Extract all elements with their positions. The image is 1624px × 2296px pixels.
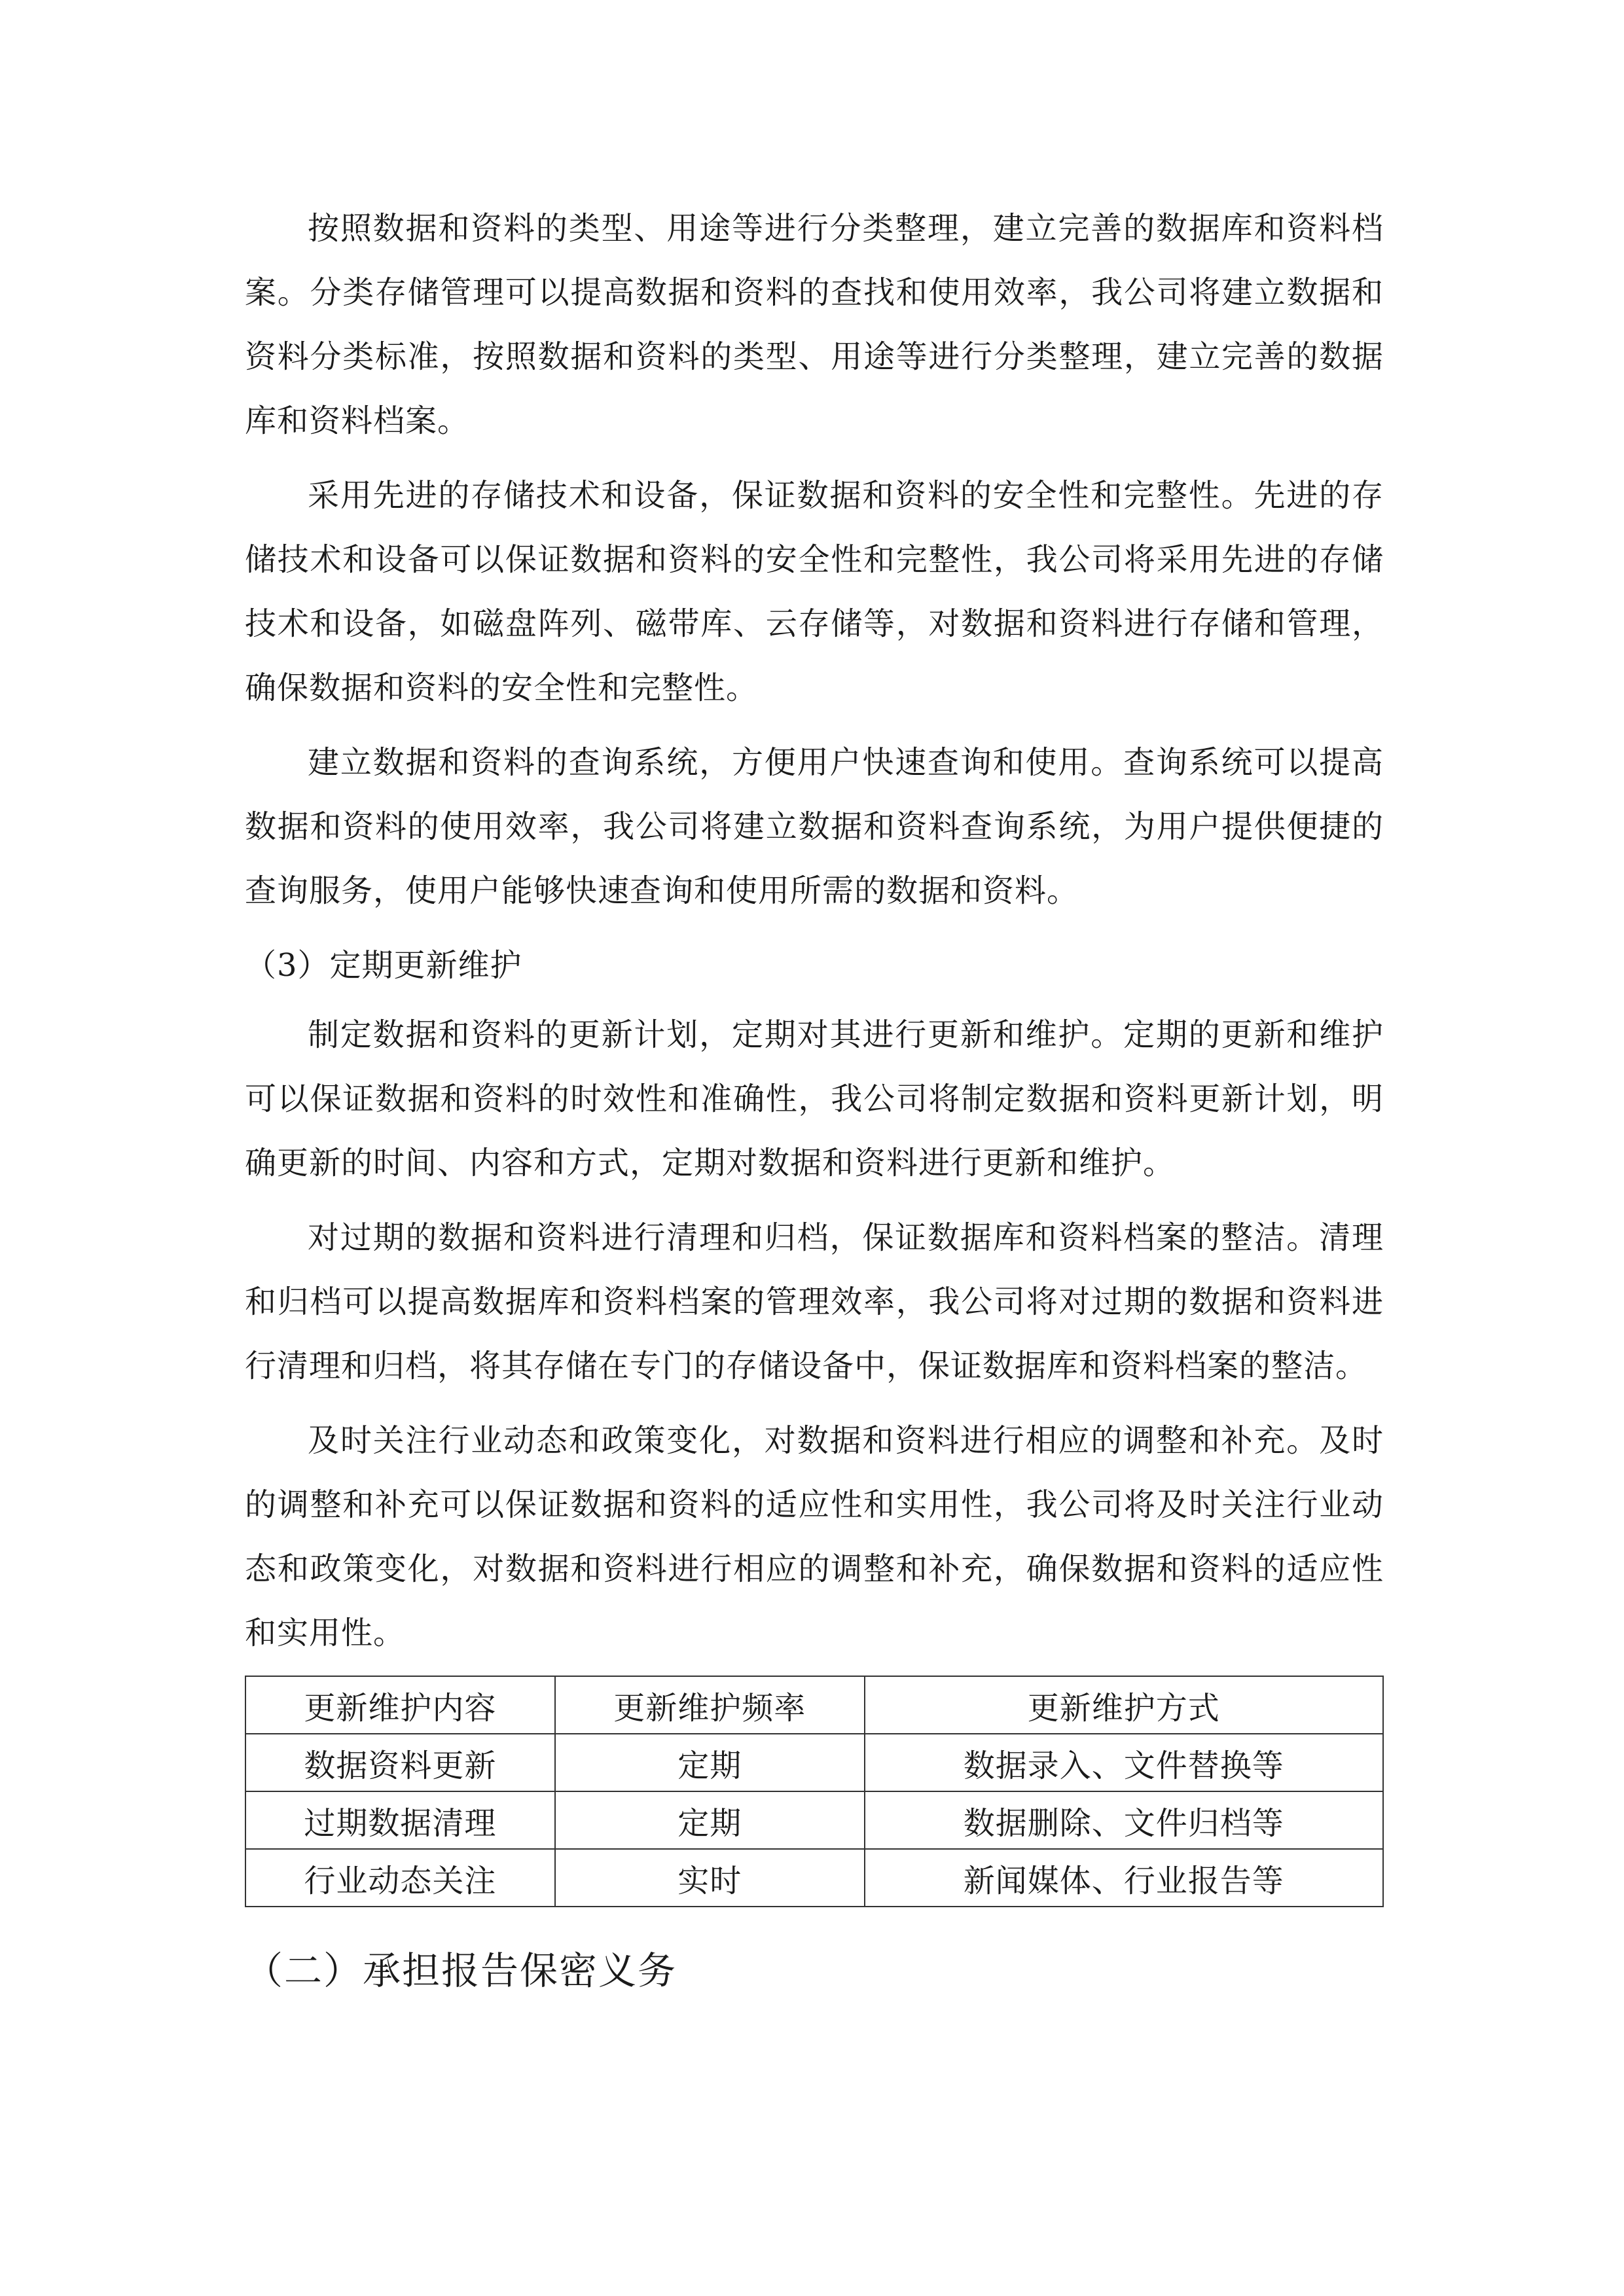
paragraph-update-plan: 制定数据和资料的更新计划，定期对其进行更新和维护。定期的更新和维护可以保证数据和资料的时效性和准确性，我公司将制定数据和资料更新计划，明确更新的时间、内容和方式，定期对数据和资料进行更新和维护。 (245, 1016, 1384, 1181)
table-row (245, 1791, 1383, 1849)
table-cell: 行业动态关注 (245, 1849, 555, 1907)
paragraph-classified-storage: 按照数据和资料的类型、用途等进行分类整理，建立完善的数据库和资料档案。分类存储管理可以提高数据和资料的查找和使用效率，我公司将建立数据和资料分类标准，按照数据和资料的类型、用途等进行分类整理，建立完善的数据库和资料档案。 (245, 210, 1384, 439)
table-cell: 数据删除、文件归档等 (865, 1791, 1383, 1849)
table-header-cell: 更新维护频率 (555, 1676, 865, 1734)
paragraph-cleanup-archive: 对过期的数据和资料进行清理和归档，保证数据库和资料档案的整洁。清理和归档可以提高数据库和资料档案的管理效率，我公司将对过期的数据和资料进行清理和归档，将其存储在专门的存储设备中，保证数据库和资料档案的整洁。 (245, 1219, 1384, 1384)
table-cell: 过期数据清理 (245, 1791, 555, 1849)
table-header-row (245, 1676, 1383, 1734)
table-cell: 数据资料更新 (245, 1734, 555, 1791)
table-cell: 新闻媒体、行业报告等 (865, 1849, 1383, 1907)
subheading-periodic-update: （3）定期更新维护 (245, 947, 522, 984)
table-cell: 定期 (555, 1791, 865, 1849)
paragraph-query-system: 建立数据和资料的查询系统，方便用户快速查询和使用。查询系统可以提高数据和资料的使用效率，我公司将建立数据和资料查询系统，为用户提供便捷的查询服务，使用户能够快速查询和使用所需的数据和资料。 (245, 744, 1384, 909)
table-row (245, 1734, 1383, 1791)
paragraph-industry-trends: 及时关注行业动态和政策变化，对数据和资料进行相应的调整和补充。及时的调整和补充可以保证数据和资料的适应性和实用性，我公司将及时关注行业动态和政策变化，对数据和资料进行相应的调整和补充，确保数据和资料的适应性和实用性。 (245, 1422, 1384, 1651)
table-header-cell: 更新维护内容 (245, 1676, 555, 1734)
page-content (245, 196, 1384, 2003)
table-row (245, 1849, 1383, 1907)
paragraph-advanced-storage: 采用先进的存储技术和设备，保证数据和资料的安全性和完整性。先进的存储技术和设备可以保证数据和资料的安全性和完整性，我公司将采用先进的存储技术和设备，如磁盘阵列、磁带库、云存储等，对数据和资料进行存储和管理，确保数据和资料的安全性和完整性。 (245, 477, 1384, 706)
maintenance-table (245, 1676, 1384, 1907)
table-cell: 数据录入、文件替换等 (865, 1734, 1383, 1791)
table-cell: 实时 (555, 1849, 865, 1907)
section-title-confidentiality: （二）承担报告保密义务 (245, 1948, 677, 1993)
table-cell: 定期 (555, 1734, 865, 1791)
table-header-cell: 更新维护方式 (865, 1676, 1383, 1734)
